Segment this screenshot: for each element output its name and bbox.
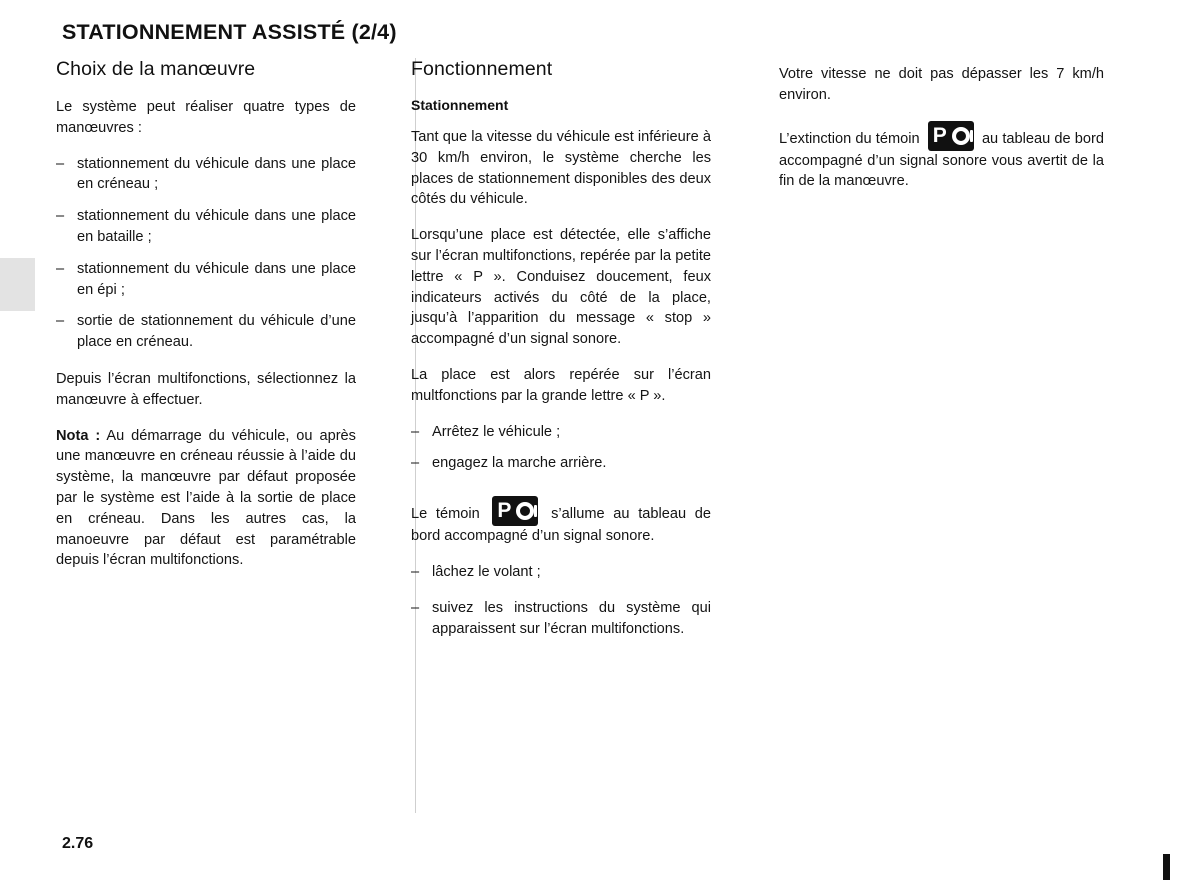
list-item-label: Arrêtez le véhicule ; [432,423,561,440]
list-item-label: engagez la marche arrière. [432,455,607,472]
subheading-stationnement: Stationnement [411,97,509,113]
list-item-label: stationnement du véhicule dans une place en créneau ; [77,155,356,193]
page-columns [56,58,1156,654]
dash-bullet: – [56,260,65,277]
nota-text: Au démarrage du véhicule, ou après une manœuvre en créneau réussie à l’aide du système, la manœuvre par défaut proposée par le système est l’aide à la sortie de place en créneau. Dans les autres cas, la manoeuvre par défaut est paramétrable depuis l’écran multifonctions. [56,427,356,569]
list-item-label: stationnement du véhicule dans une place en bataille ; [77,208,356,245]
dash-bullet: – [56,155,65,172]
telltale-off-sentence-after: au tableau de bord accompagné d’un signal sonore vous avertit de la fin de la manœuvre. [779,130,1104,190]
wave-bar-glyph [534,505,537,517]
dash-bullet: – [56,313,65,330]
telltale-sentence-after: s’allume au tableau de bord accompagné d’un signal sonore. [411,506,711,545]
parking-assist-telltale-icon [492,496,538,526]
dash-bullet: – [411,563,420,580]
dash-bullet: – [411,599,420,616]
page-title: STATIONNEMENT ASSISTÉ (2/4) [62,20,397,44]
wave-bar-glyph [970,130,973,142]
nota-label: Nota : [56,427,101,444]
p-letter-glyph: P [497,499,512,523]
page-edge-tab [0,258,35,311]
section-heading-fonctionnement: Fonctionnement [411,58,553,80]
list-item [56,154,356,196]
page-corner-marker [1163,854,1170,880]
section-heading-choix: Choix de la manœuvre [56,58,256,80]
list-item [411,422,711,443]
telltale-off-sentence-before: L’extinction du témoin [779,130,920,147]
list-item [56,259,356,301]
list-item-label: suivez les instructions du système qui apparaissent sur l’écran multifonctions. [432,599,711,637]
maneuver-type-list [56,154,356,353]
column-three [744,58,1104,654]
paragraph-large-p: La place est alors repérée sur l’écran multfonctions par la grande lettre « P ». [411,366,711,404]
sensor-ring-glyph [952,127,970,145]
list-item-label: sortie de stationnement du véhicule d’une place en créneau. [77,313,356,351]
list-item [56,206,356,248]
paragraph-telltale-on [411,496,711,547]
steps-list-b [411,562,711,639]
list-item [56,311,356,353]
paragraph-place-detected: Lorsqu’une place est détectée, elle s’affiche sur l’écran multifonctions, repérée par la petite lettre « P ». Conduisez doucement, feux indicateurs activés du côté de la place, jusqu’à l’apparition du message « stop » accompagné d’un signal sonore. [411,227,711,348]
dash-bullet: – [411,455,420,472]
parking-assist-telltale-icon [928,121,974,151]
column-two [389,58,744,654]
dash-bullet: – [411,423,420,440]
sensor-ring-glyph [516,502,534,520]
p-letter-glyph: P [932,123,947,147]
paragraph-intro: Le système peut réaliser quatre types de manœuvres : [56,99,356,136]
list-item-label: stationnement du véhicule dans une place en épi ; [77,260,356,298]
paragraph-nota [56,426,356,572]
steps-list-a [411,422,711,475]
paragraph-select-maneuver: Depuis l’écran multifonctions, sélectionnez la manœuvre à effectuer. [56,370,356,408]
list-item-label: lâchez le volant ; [432,563,541,580]
telltale-sentence-before: Le témoin [411,506,480,523]
page-number: 2.76 [62,835,94,852]
dash-bullet: – [56,208,65,225]
list-item [411,453,711,474]
column-one [56,58,389,654]
list-item [411,598,711,640]
list-item [411,562,711,583]
paragraph-telltale-off [779,121,1104,193]
paragraph-max-speed: Votre vitesse ne doit pas dépasser les 7 km/h environ. [779,66,1104,103]
paragraph-speed-detection: Tant que la vitesse du véhicule est inférieure à 30 km/h environ, le système cherche les places de stationnement disponibles des deux côtés du véhicule. [411,129,711,208]
